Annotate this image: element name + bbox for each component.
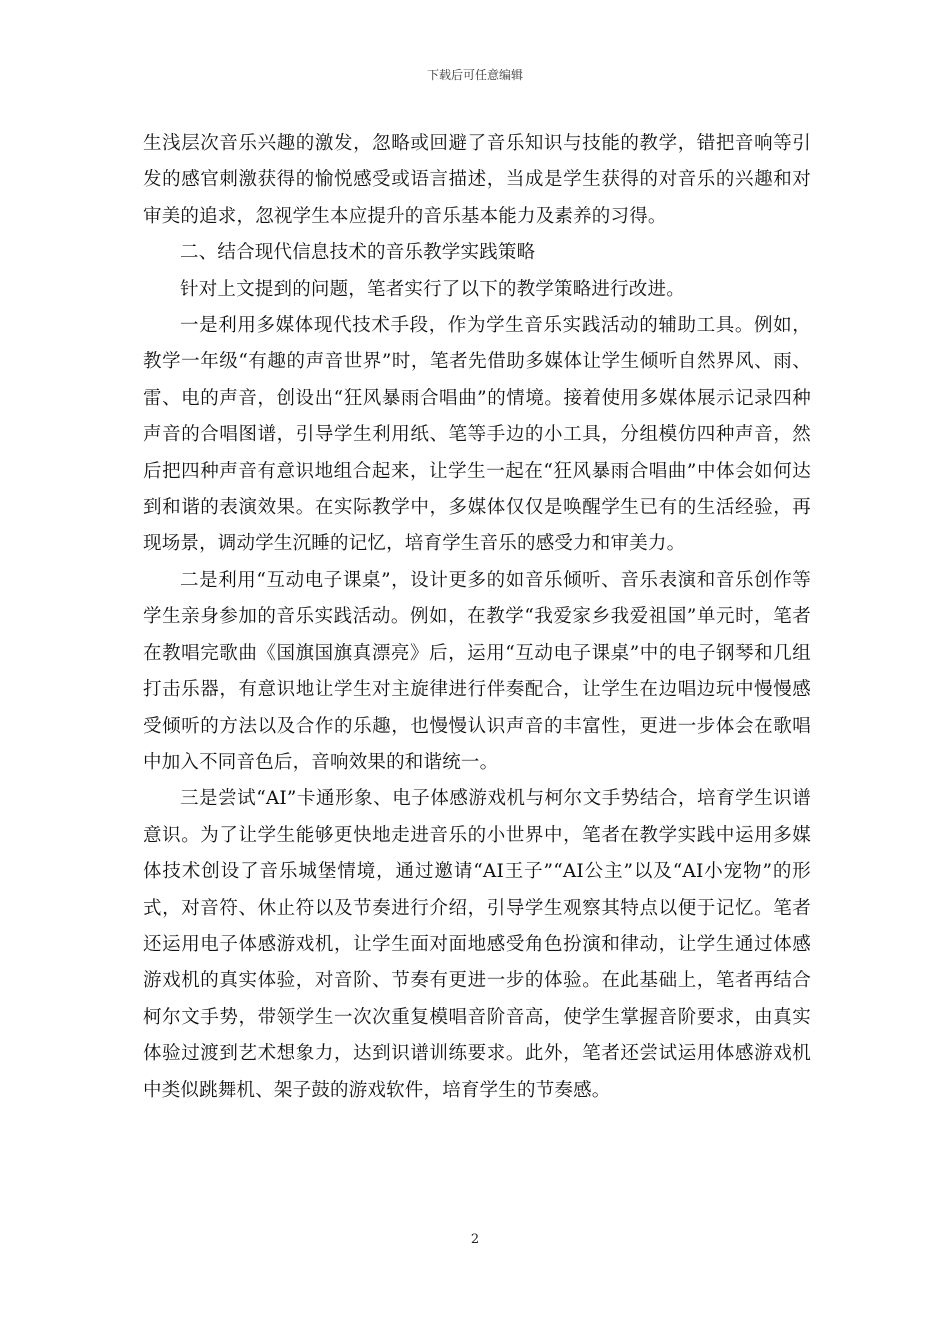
page-header: 下载后可任意编辑 [426,68,523,82]
paragraph-strategy-2: 二是利用“互动电子课桌”，设计更多的如音乐倾听、音乐表演和音乐创作等学生亲身参加的音乐实践活动。例如，在教学“我爱家乡我爱祖国”单元时，笔者在教唱完歌曲《国旗国旗真漂亮》后，运用“互动电子课桌”中的电子钢琴和几组打击乐器，有意识地让学生对主旋律进行伴奏配合，让学生在边唱边玩中慢慢感受倾听的方法以及合作的乐趣，也慢慢认识声音的丰富性，更进一步体会在歌唱中加入不同音色后，音响效果的和谐统一。 [143,569,811,773]
paragraph-intro: 针对上文提到的问题，笔者实行了以下的教学策略进行改进。 [180,278,685,300]
document-body [143,126,811,1109]
paragraph-continuation: 生浅层次音乐兴趣的激发，忽略或回避了音乐知识与技能的教学，错把音响等引发的感官刺激获得的愉悦感受或语言描述，当成是学生获得的对音乐的兴趣和对审美的追求，忽视学生本应提升的音乐基本能力及素养的习得。 [143,133,811,227]
page-number: 2 [470,1232,480,1247]
paragraph-strategy-1: 一是利用多媒体现代技术手段，作为学生音乐实践活动的辅助工具。例如，教学一年级“有趣的声音世界”时，笔者先借助多媒体让学生倾听自然界风、雨、雷、电的声音，创设出“狂风暴雨合唱曲”的情境。接着使用多媒体展示记录四种声音的合唱图谱，引导学生利用纸、笔等手边的小工具，分组模仿四种声音，然后把四种声音有意识地组合起来，让学生一起在“狂风暴雨合唱曲”中体会如何达到和谐的表演效果。在实际教学中，多媒体仅仅是唤醒学生已有的生活经验，再现场景，调动学生沉睡的记忆，培育学生音乐的感受力和审美力。 [143,315,811,555]
paragraph-strategy-3: 三是尝试“AI”卡通形象、电子体感游戏机与柯尔文手势结合，培育学生识谱意识。为了让学生能够更快地走进音乐的小世界中，笔者在教学实践中运用多媒体技术创设了音乐城堡情境，通过邀请“AI王子”“AI公主”以及“AI小宠物”的形式，对音符、休止符以及节奏进行介绍，引导学生观察其特点以便于记忆。笔者还运用电子体感游戏机，让学生面对面地感受角色扮演和律动，让学生通过体感游戏机的真实体验，对音阶、节奏有更进一步的体验。在此基础上，笔者再结合柯尔文手势，带领学生一次次重复模唱音阶音高，使学生掌握音阶要求，由真实体验过渡到艺术想象力，达到识谱训练要求。此外，笔者还尝试运用体感游戏机中类似跳舞机、架子鼓的游戏软件，培育学生的节奏感。 [143,788,811,1101]
section-heading: 二、结合现代信息技术的音乐教学实践策略 [180,242,536,264]
